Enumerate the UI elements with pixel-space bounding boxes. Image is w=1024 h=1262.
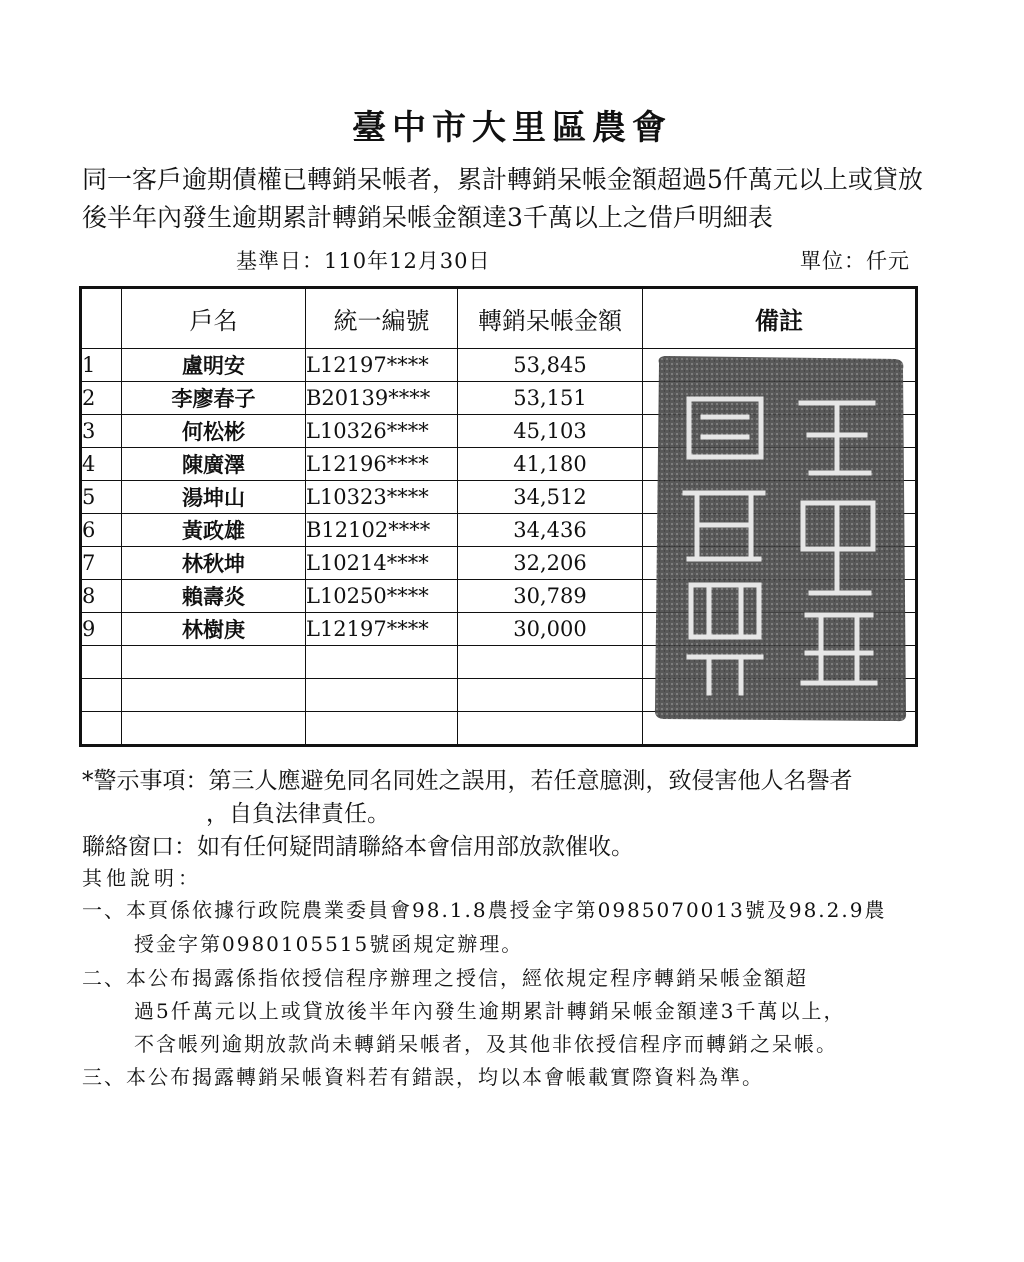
- row-name: 湯坤山: [122, 481, 306, 514]
- row-name: 盧明安: [122, 349, 306, 382]
- contact-info: 聯絡窗口：如有任何疑問請聯絡本會信用部放款催收。: [82, 834, 634, 860]
- header-amount: 轉銷呆帳金額: [458, 288, 643, 349]
- detail-table-container: [79, 286, 915, 754]
- row-amount: 34,436: [458, 514, 643, 547]
- row-name: 何松彬: [122, 415, 306, 448]
- subtitle-line-2: 後半年內發生逾期累計轉銷呆帳金額達3千萬以上之借戶明細表: [82, 203, 773, 232]
- row-id-number: B20139****: [306, 382, 458, 415]
- row-id-number: L10214****: [306, 547, 458, 580]
- row-name: 李廖春子: [122, 382, 306, 415]
- header-name: 戶名: [122, 288, 306, 349]
- row-index: [81, 646, 122, 679]
- row-index: [81, 679, 122, 712]
- table-body: [81, 349, 917, 746]
- row-name: 林樹庚: [122, 613, 306, 646]
- row-amount: 32,206: [458, 547, 643, 580]
- row-amount: 30,789: [458, 580, 643, 613]
- table-row: [81, 481, 917, 514]
- row-id-number: [306, 646, 458, 679]
- row-index: [81, 712, 122, 746]
- row-id-number: L12196****: [306, 448, 458, 481]
- row-id-number: L10326****: [306, 415, 458, 448]
- table-row: [81, 547, 917, 580]
- row-id-number: B12102****: [306, 514, 458, 547]
- row-note: [643, 679, 917, 712]
- row-index: 7: [81, 547, 122, 580]
- header-id: 統一編號: [306, 288, 458, 349]
- base-date: 基準日：110年12月30日: [236, 249, 491, 273]
- row-note: [643, 547, 917, 580]
- table-row: [81, 448, 917, 481]
- note-item-2-line-3: 不含帳列逾期放款尚未轉銷呆帳者，及其他非依授信程序而轉銷之呆帳。: [134, 1032, 838, 1056]
- note-item-1-line-2: 授金字第0980105515號函規定辦理。: [134, 932, 524, 956]
- row-note: [643, 481, 917, 514]
- row-amount: 41,180: [458, 448, 643, 481]
- page-title: 臺中市大里區農會: [352, 108, 672, 148]
- row-index: 1: [81, 349, 122, 382]
- row-index: 3: [81, 415, 122, 448]
- table-header-row: [81, 288, 917, 349]
- row-index: 8: [81, 580, 122, 613]
- row-id-number: L10323****: [306, 481, 458, 514]
- row-note: [643, 646, 917, 679]
- row-id-number: L12197****: [306, 613, 458, 646]
- detail-table: [79, 286, 918, 747]
- row-amount: 53,845: [458, 349, 643, 382]
- other-notes-title: 其他說明：: [82, 866, 202, 890]
- table-row: [81, 613, 917, 646]
- note-item-1-line-1: 一、本頁係依據行政院農業委員會98.1.8農授金字第0985070013號及98.2.9農: [82, 898, 887, 922]
- row-note: [643, 382, 917, 415]
- row-name: [122, 712, 306, 746]
- table-row: [81, 349, 917, 382]
- row-amount: 45,103: [458, 415, 643, 448]
- row-note: [643, 349, 917, 382]
- header-index: [81, 288, 122, 349]
- row-amount: [458, 679, 643, 712]
- row-name: 賴壽炎: [122, 580, 306, 613]
- row-amount: 30,000: [458, 613, 643, 646]
- row-name: 陳廣澤: [122, 448, 306, 481]
- table-row: [81, 679, 917, 712]
- header-note: 備註: [643, 288, 917, 349]
- row-id-number: L10250****: [306, 580, 458, 613]
- row-note: [643, 514, 917, 547]
- row-note: [643, 415, 917, 448]
- table-row: [81, 712, 917, 746]
- row-amount: [458, 646, 643, 679]
- row-index: 4: [81, 448, 122, 481]
- row-note: [643, 712, 917, 746]
- row-amount: 53,151: [458, 382, 643, 415]
- table-row: [81, 646, 917, 679]
- unit-label: 單位：仟元: [800, 249, 910, 273]
- note-item-2-line-2: 過5仟萬元以上或貸放後半年內發生逾期累計轉銷呆帳金額達3千萬以上，: [134, 999, 846, 1023]
- table-row: [81, 415, 917, 448]
- table-row: [81, 382, 917, 415]
- row-amount: [458, 712, 643, 746]
- row-id-number: [306, 712, 458, 746]
- row-index: 2: [81, 382, 122, 415]
- row-amount: 34,512: [458, 481, 643, 514]
- row-name: [122, 679, 306, 712]
- row-id-number: L12197****: [306, 349, 458, 382]
- row-index: 5: [81, 481, 122, 514]
- row-index: 9: [81, 613, 122, 646]
- row-name: 黃政雄: [122, 514, 306, 547]
- note-item-3: 三、本公布揭露轉銷呆帳資料若有錯誤，均以本會帳載實際資料為準。: [82, 1065, 764, 1089]
- table-row: [81, 514, 917, 547]
- row-note: [643, 613, 917, 646]
- note-item-2-line-1: 二、本公布揭露係指依授信程序辦理之授信，經依規定程序轉銷呆帳金額超: [82, 966, 808, 990]
- row-note: [643, 448, 917, 481]
- row-note: [643, 580, 917, 613]
- row-index: 6: [81, 514, 122, 547]
- row-name: 林秋坤: [122, 547, 306, 580]
- warning-line-1: *警示事項：第三人應避免同名同姓之誤用，若任意臆測，致侵害他人名譽者: [82, 768, 853, 794]
- table-row: [81, 580, 917, 613]
- warning-line-2: ，自負法律責任。: [206, 801, 390, 827]
- row-name: [122, 646, 306, 679]
- subtitle-line-1: 同一客戶逾期債權已轉銷呆帳者，累計轉銷呆帳金額超過5仟萬元以上或貸放: [82, 165, 923, 194]
- row-id-number: [306, 679, 458, 712]
